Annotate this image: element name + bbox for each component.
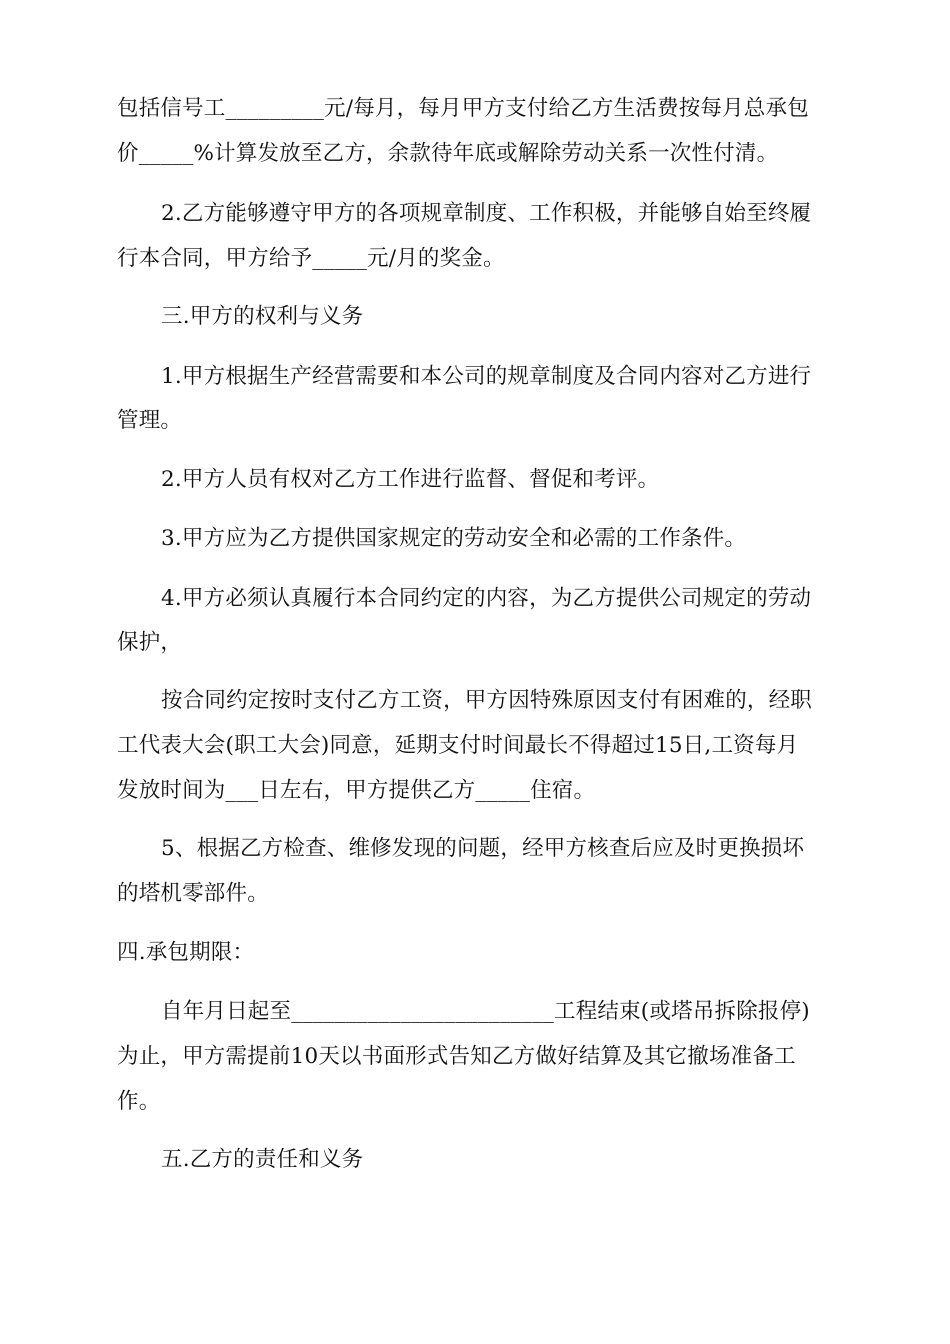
text-line: 工代表大会(职工大会)同意，延期支付时间最长不得超过15日,工资每月: [117, 733, 799, 758]
text-line: 的塔机零部件。: [117, 881, 269, 906]
section-heading: 五.乙方的责任和义务: [161, 1147, 364, 1172]
text-line: 4.甲方必须认真履行本合同约定的内容，为乙方提供公司规定的劳动: [161, 586, 812, 611]
text-line: 保护，: [117, 630, 183, 655]
section-heading: 四.承包期限：: [117, 940, 255, 965]
text-line: 1.甲方根据生产经营需要和本公司的规章制度及合同内容对乙方进行: [161, 364, 812, 389]
text-line: 发放时间为___日左右，甲方提供乙方_____住宿。: [117, 778, 596, 803]
text-line: 3.甲方应为乙方提供国家规定的劳动安全和必需的工作条件。: [161, 526, 747, 551]
text-line: 管理。: [117, 408, 183, 433]
text-line: 行本合同，甲方给予_____元/月的奖金。: [117, 246, 505, 271]
text-line: 包括信号工_________元/每月，每月甲方支付给乙方生活费按每月总承包: [117, 96, 809, 121]
text-line: 价_____%计算发放至乙方，余款待年底或解除劳动关系一次性付清。: [117, 141, 779, 166]
text-line: 2.乙方能够遵守甲方的各项规章制度、工作积极，并能够自始至终履: [161, 201, 812, 226]
text-line: 为止，甲方需提前10天以书面形式告知乙方做好结算及其它撤场准备工: [117, 1044, 796, 1069]
text-line: 5、根据乙方检查、维修发现的问题，经甲方核查后应及时更换损坏: [161, 836, 805, 861]
text-line: 按合同约定按时支付乙方工资，甲方因特殊原因支付有困难的，经职: [161, 688, 813, 713]
text-line: 自年月日起至________________________工程结束(或塔吊拆除报停): [161, 999, 810, 1024]
text-line: 2.甲方人员有权对乙方工作进行监督、督促和考评。: [161, 467, 660, 492]
section-heading: 三.甲方的权利与义务: [161, 304, 364, 329]
text-line: 作。: [117, 1089, 161, 1114]
